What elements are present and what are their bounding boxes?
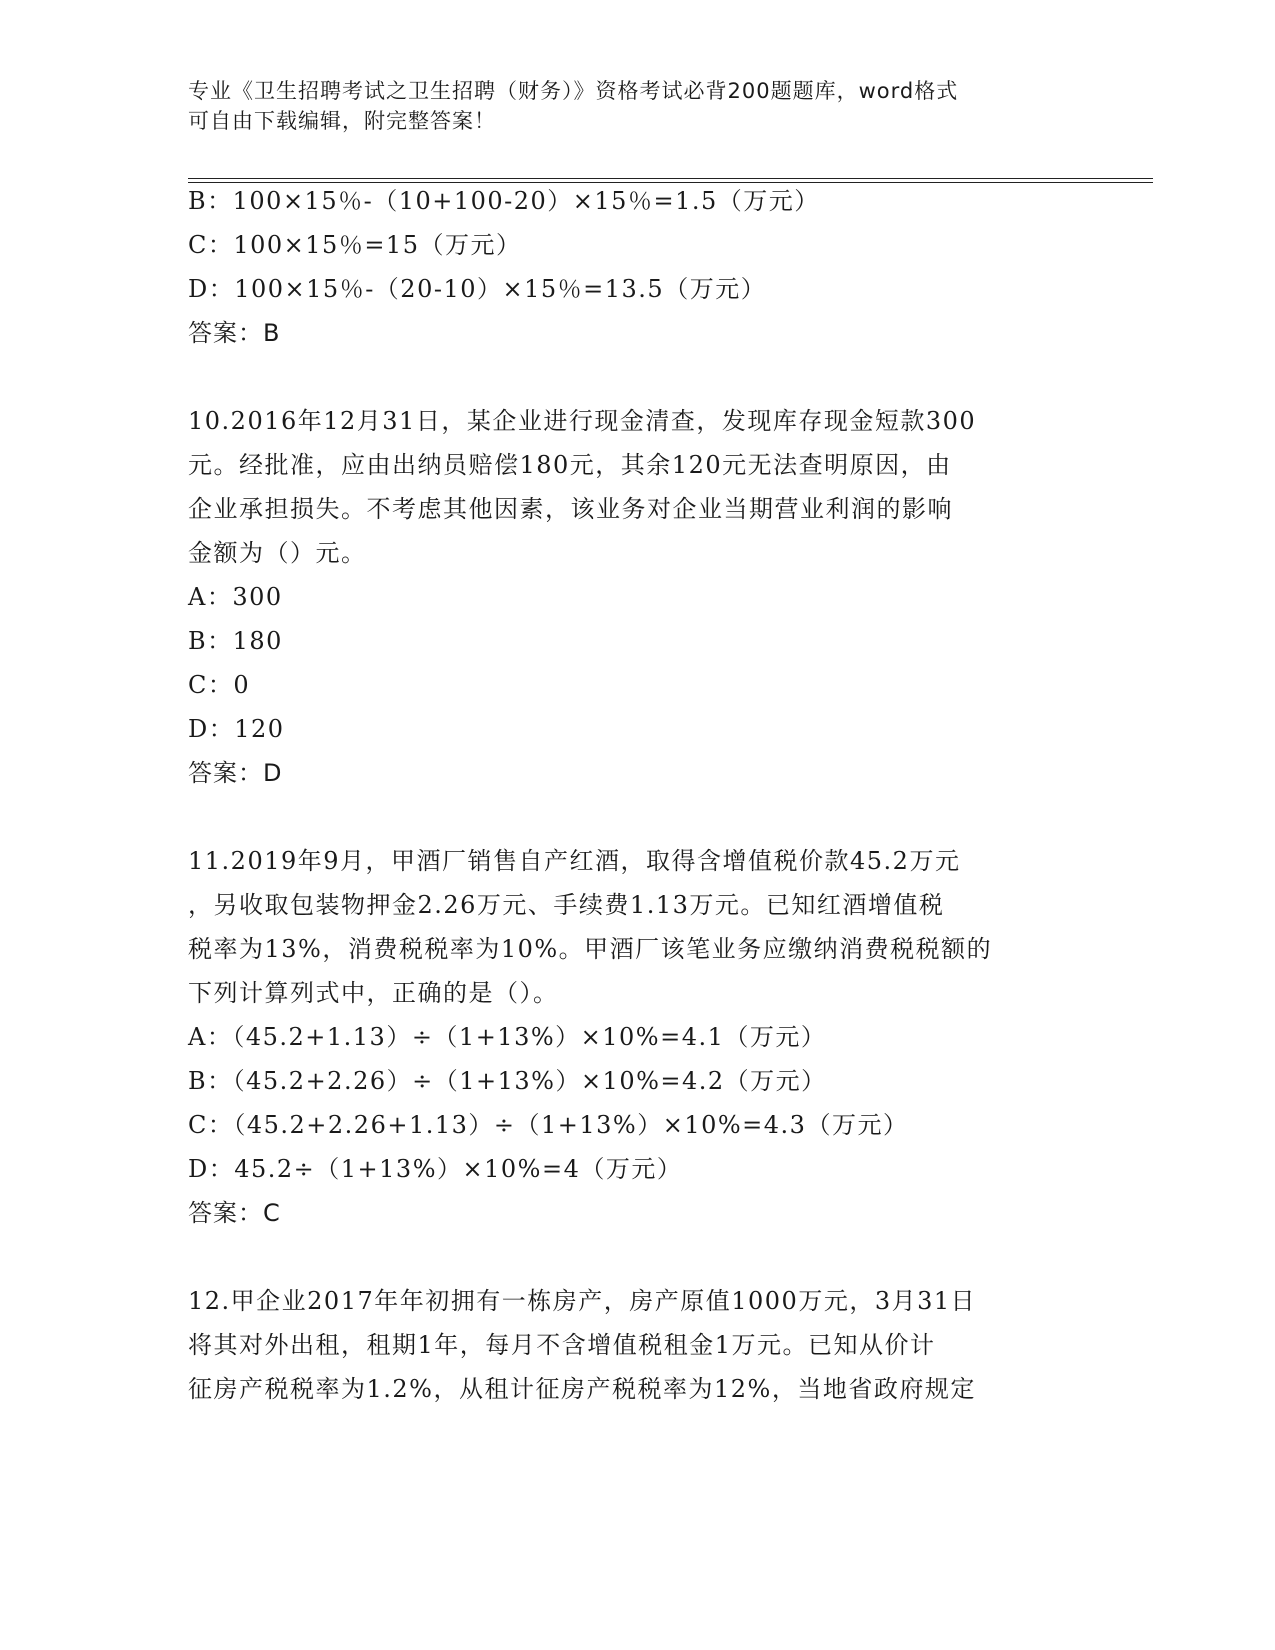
q10-stem-line-4: 金额为（）元。 <box>188 539 367 567</box>
q12-stem-line-3: 征房产税税率为1.2%，从租计征房产税税率为12%，当地省政府规定 <box>188 1375 976 1403</box>
q9-option-b: B：100×15％-（10+100-20）×15％=1.5（万元） <box>188 187 820 215</box>
header-line-2: 可自由下载编辑，附完整答案！ <box>188 109 496 133</box>
q9-option-c: C：100×15％=15（万元） <box>188 231 522 259</box>
q10-stem-line-3: 企业承担损失。不考虑其他因素，该业务对企业当期营业利润的影响 <box>188 495 953 523</box>
q11-stem-line-2: ，另收取包装物押金2.26万元、手续费1.13万元。已知红酒增值税 <box>188 891 945 919</box>
q11-option-a: A：（45.2+1.13）÷（1+13%）×10%=4.1（万元） <box>188 1023 827 1051</box>
q11-stem-line-1: 11.2019年9月，甲酒厂销售自产红酒，取得含增值税价款45.2万元 <box>188 847 961 875</box>
q9-option-d: D：100×15％-（20-10）×15％=13.5（万元） <box>188 275 767 303</box>
q12-stem-line-2: 将其对外出租，租期1年，每月不含增值税租金1万元。已知从价计 <box>188 1331 936 1359</box>
q12-stem-line-1: 12.甲企业2017年年初拥有一栋房产，房产原值1000万元，3月31日 <box>188 1287 977 1315</box>
header-divider-bottom <box>188 182 1153 183</box>
q10-stem-line-1: 10.2016年12月31日，某企业进行现金清查，发现库存现金短款300 <box>188 407 977 435</box>
q11-option-b: B：（45.2+2.26）÷（1+13%）×10%=4.2（万元） <box>188 1067 827 1095</box>
q10-option-c: C：0 <box>188 671 251 699</box>
header-line-1: 专业《卫生招聘考试之卫生招聘（财务）》资格考试必背200题题库，word格式 <box>188 79 959 103</box>
q11-option-d: D：45.2÷（1+13%）×10%=4（万元） <box>188 1155 683 1183</box>
q11-stem-line-4: 下列计算列式中，正确的是（）。 <box>188 979 559 1007</box>
q11-option-c: C：（45.2+2.26+1.13）÷（1+13%）×10%=4.3（万元） <box>188 1111 909 1139</box>
q10-option-d: D：120 <box>188 715 285 743</box>
header-divider-top <box>188 178 1153 179</box>
document-header <box>188 76 1088 136</box>
q11-answer: 答案：C <box>188 1199 281 1227</box>
q10-option-a: A：300 <box>188 583 283 611</box>
q10-option-b: B：180 <box>188 627 283 655</box>
q10-stem-line-2: 元。经批准，应由出纳员赔偿180元，其余120元无法查明原因，由 <box>188 451 952 479</box>
q10-answer: 答案：D <box>188 759 283 787</box>
q11-stem-line-3: 税率为13%，消费税税率为10%。甲酒厂该笔业务应缴纳消费税税额的 <box>188 935 993 963</box>
q9-answer: 答案：B <box>188 319 281 347</box>
